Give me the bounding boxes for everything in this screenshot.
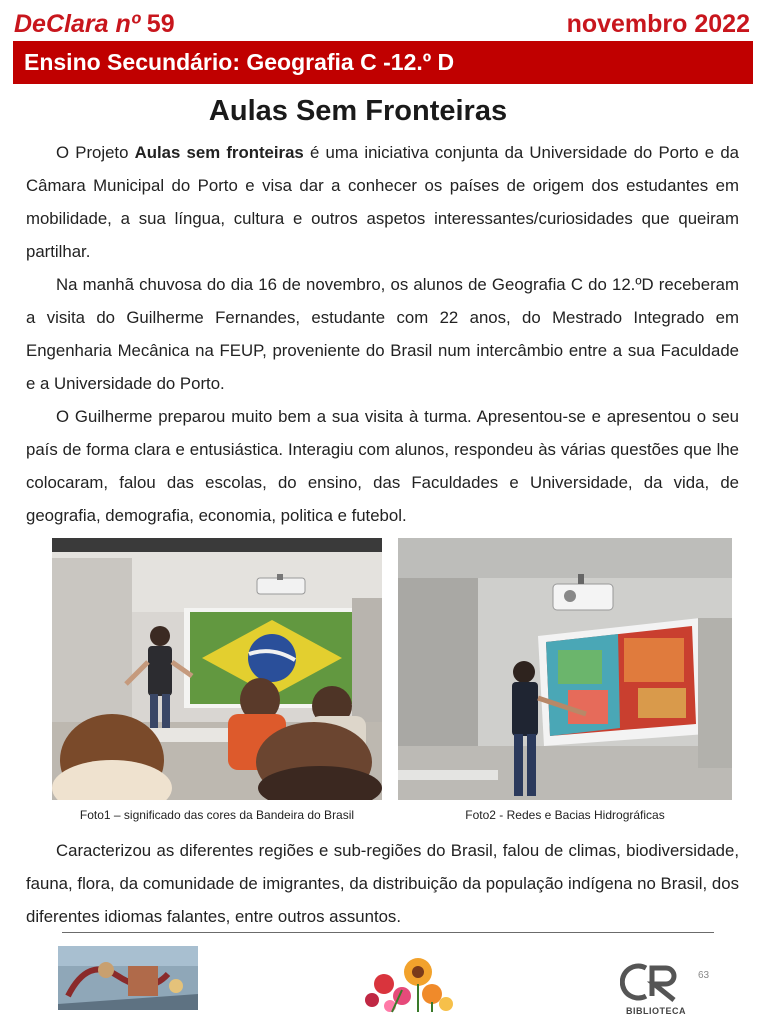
p2-text: Na manhã chuvosa do dia 16 de novembro, os alunos de Geografia C do 12.ºD receberam a visita do Guilherme Fernandes, estudante com 22 anos, do Mestrado Integrado em Engenharia Mecânica na FEUP, proveniente do Brasil num intercâmbio entre a sua Faculdade e a Universidade do Porto. [26,275,739,393]
article-title: Aulas Sem Fronteiras [208,95,508,127]
library-logo-text: BIBLIOTECA [626,1006,686,1016]
project-name: Aulas sem fronteiras [134,143,304,162]
p1-start: O Projeto [56,143,135,162]
library-logo [620,958,692,1020]
issue-label: DeClara nº [14,10,140,38]
page-number: 63 [698,970,710,981]
issue-number: 59 [146,10,175,38]
paragraph-regions [26,834,739,933]
photo-caption-2: Foto2 - Redes e Bacias Hidrográficas [465,808,665,822]
paragraph-visit [26,268,739,400]
paragraph-intro [26,136,739,268]
photo-hydrographic-maps [398,538,732,800]
mural-image [58,946,198,1010]
footer-divider [62,932,714,933]
flowers-illustration [362,954,456,1014]
p1-rest: é uma iniciativa conjunta da Universidade do Porto e da Câmara Municipal do Porto e visa dar a conhecer os países de origem dos estudantes em mobilidade, a sua língua, cultura e outros aspetos interessantes/curiosidades que queiram partilhar. [26,143,739,261]
paragraph-presentation [26,400,739,532]
masthead [14,8,750,42]
photo-caption-1: Foto1 – significado das cores da Bandeira do Brasil [79,808,355,822]
section-title: Ensino Secundário: Geografia C -12.º D [13,41,753,84]
p4-text: Caracterizou as diferentes regiões e sub-regiões do Brasil, falou de climas, biodiversidade, fauna, flora, da comunidade de imigrantes, da distribuição da população indígena no Brasil, dos diferentes idiomas falantes, entre outros assuntos. [26,841,739,926]
photo-brazil-flag [52,538,382,800]
p3-text: O Guilherme preparou muito bem a sua visita à turma. Apresentou-se e apresentou o seu país de forma clara e entusiástica. Interagiu com alunos, respondeu às várias questões que lhe colocaram, falou das escolas, do ensino, das Faculdades e Universidade, da vida, de geografia, demografia, economia, politica e futebol. [26,407,739,525]
issue-heading [14,10,175,39]
issue-date: novembro 2022 [566,10,750,38]
